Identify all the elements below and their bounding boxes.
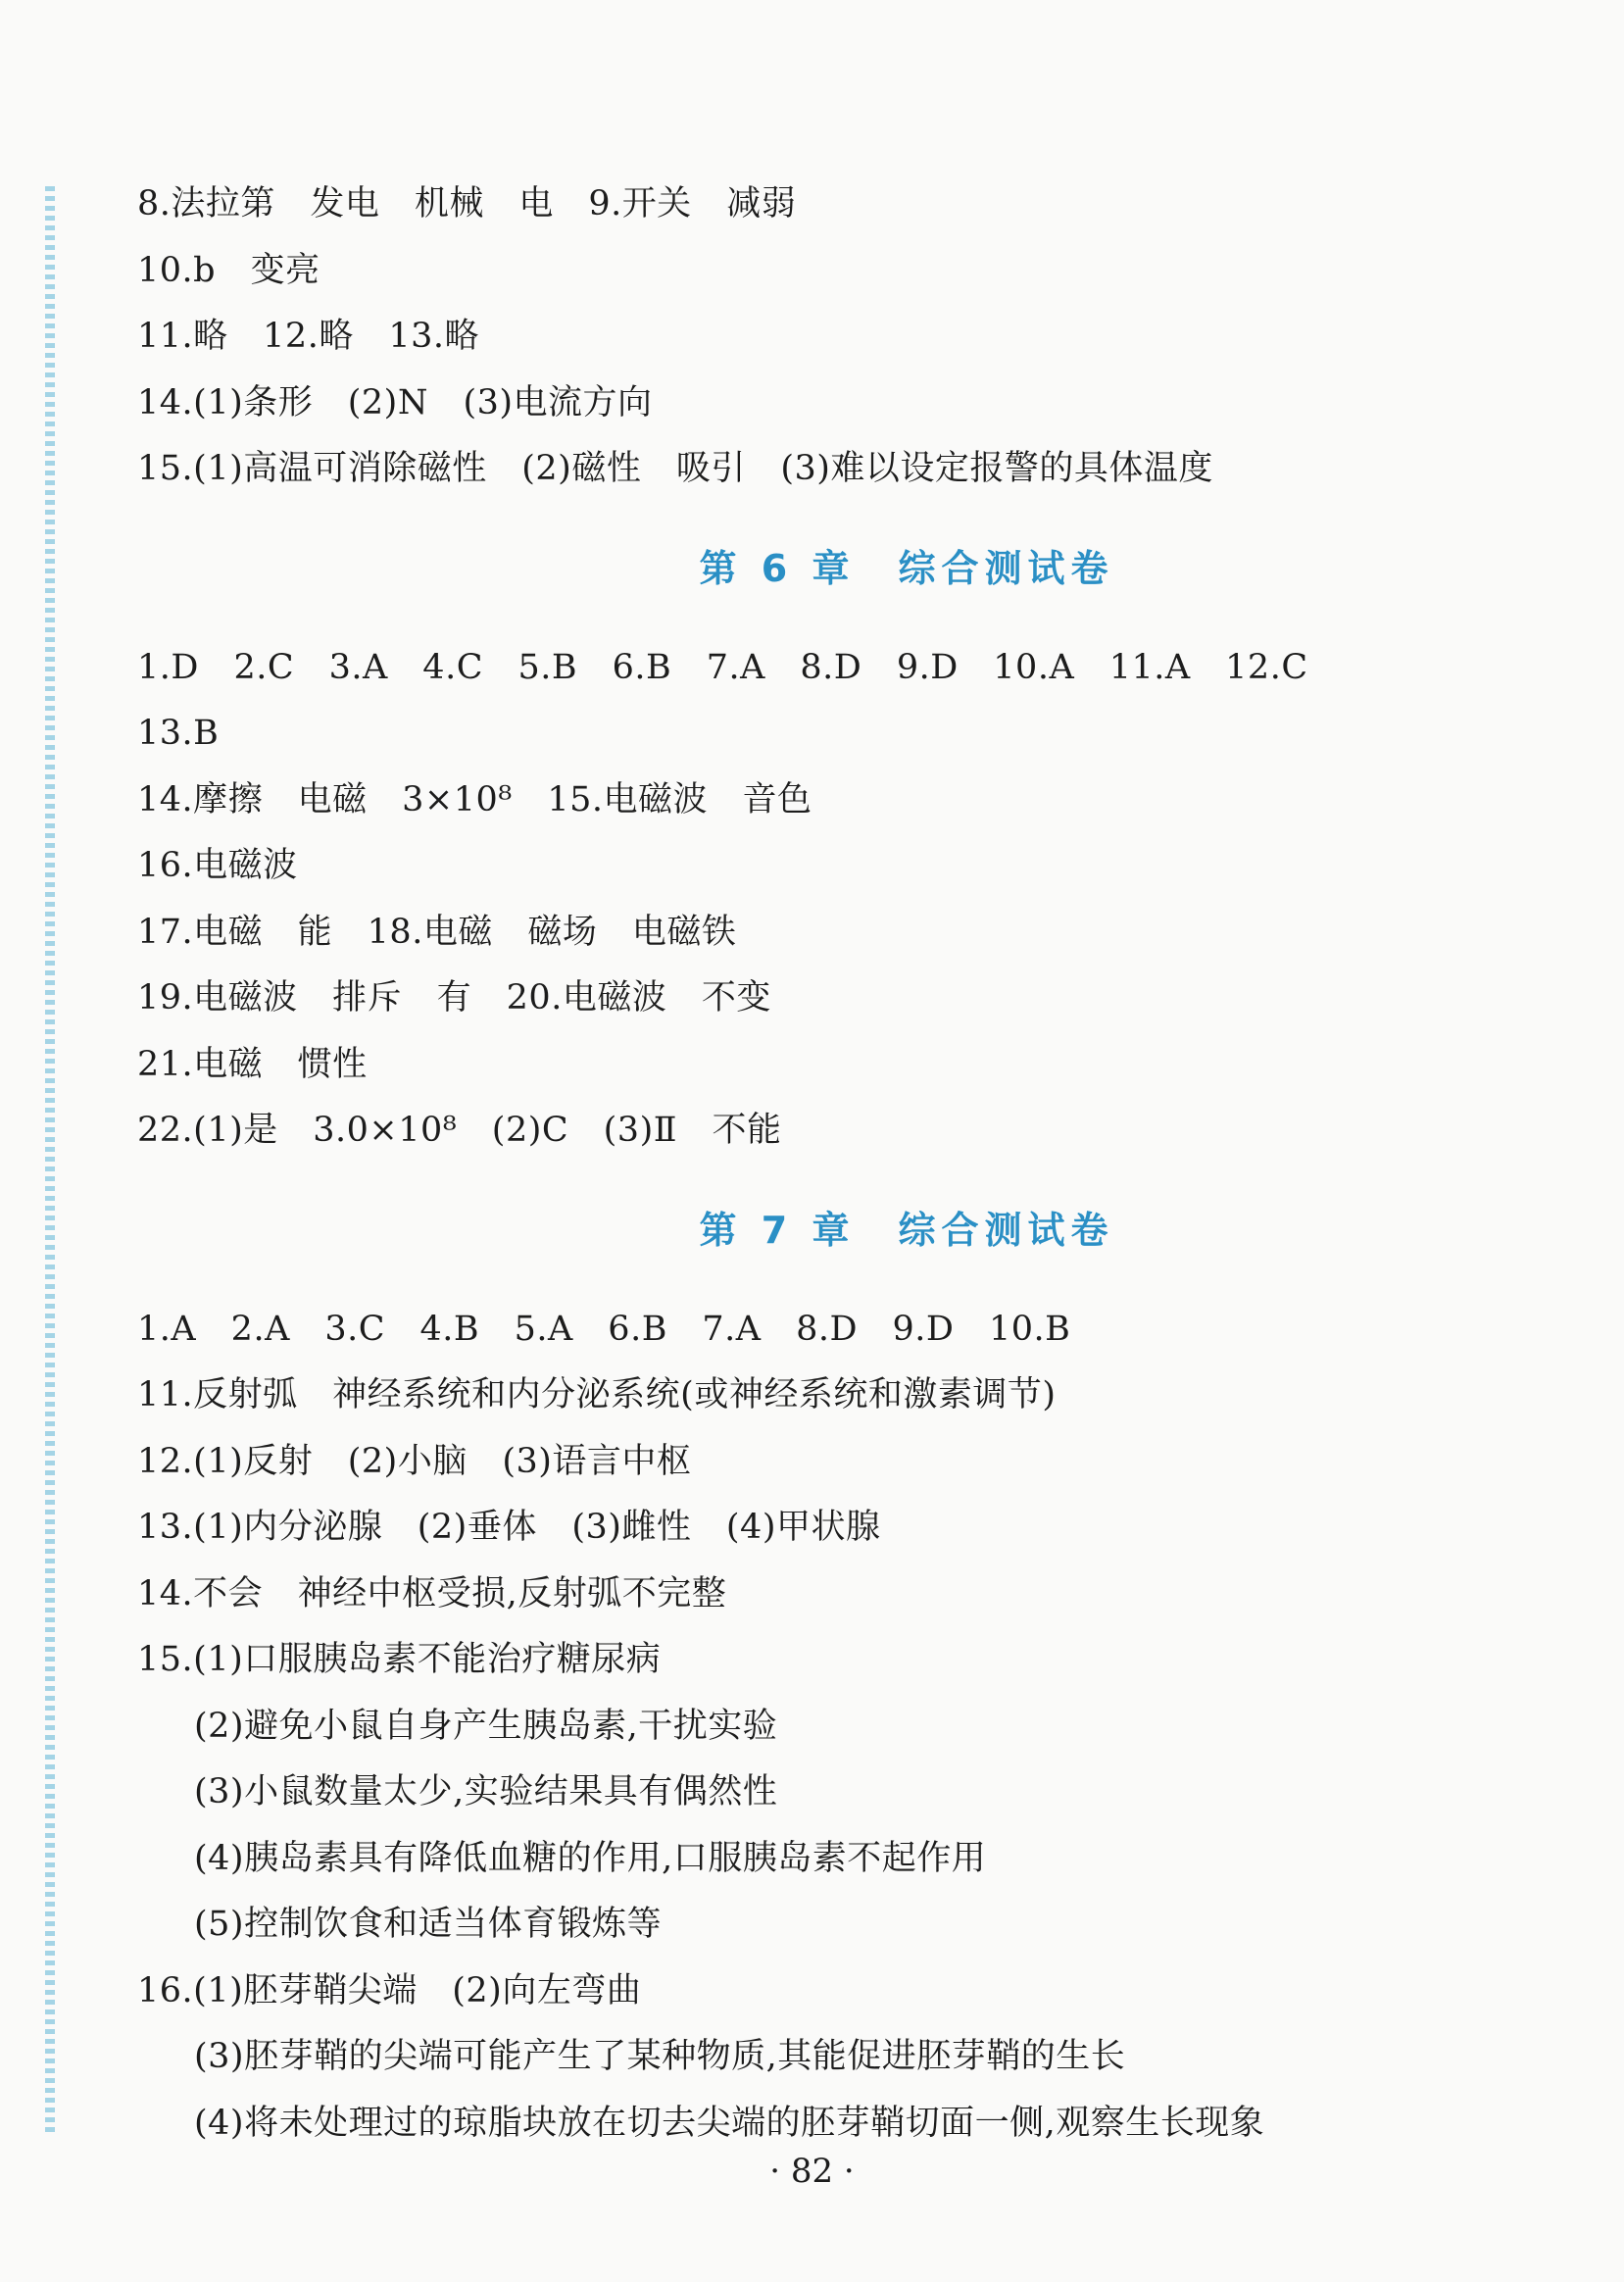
answer-line: 1.D 2.C 3.A 4.C 5.B 6.B 7.A 8.D 9.D 10.A 11.A 12.C [137, 647, 1308, 687]
answer-line: 21.电磁 惯性 [137, 1044, 368, 1084]
answer-content [137, 172, 1529, 2157]
answer-subline: (3)胚芽鞘的尖端可能产生了某种物质,其能促进胚芽鞘的生长 [194, 2037, 1126, 2076]
answer-line: 16.电磁波 [137, 846, 298, 885]
answer-line: 14.不会 神经中枢受损,反射弧不完整 [137, 1573, 727, 1613]
answer-subline: (2)避免小鼠自身产生胰岛素,干扰实验 [194, 1706, 778, 1746]
answer-line: 11.反射弧 神经系统和内分泌系统(或神经系统和激素调节) [137, 1375, 1057, 1414]
answer-line: 13.B [137, 714, 220, 753]
answer-line: 14.摩擦 电磁 3×10⁸ 15.电磁波 音色 [137, 779, 812, 819]
answer-line: 1.A 2.A 3.C 4.B 5.A 6.B 7.A 8.D 9.D 10.B [137, 1309, 1071, 1349]
answer-line: 19.电磁波 排斥 有 20.电磁波 不变 [137, 978, 771, 1017]
answer-line: 8.法拉第 发电 机械 电 9.开关 减弱 [137, 184, 797, 223]
answer-subline: (5)控制饮食和适当体育锻炼等 [194, 1905, 663, 1944]
page-number: · 82 · [769, 2152, 855, 2191]
answer-subline: (4)将未处理过的琼脂块放在切去尖端的胚芽鞘切面一侧,观察生长现象 [194, 2103, 1265, 2143]
answer-line: 11.略 12.略 13.略 [137, 317, 479, 356]
answer-line: 12.(1)反射 (2)小脑 (3)语言中枢 [137, 1441, 692, 1481]
answer-line: 16.(1)胚芽鞘尖端 (2)向左弯曲 [137, 1970, 642, 2010]
answer-line: 15.(1)高温可消除磁性 (2)磁性 吸引 (3)难以设定报警的具体温度 [137, 449, 1213, 488]
chapter-heading: 第 7 章 综合测试卷 [699, 1208, 1114, 1252]
answer-line: 13.(1)内分泌腺 (2)垂体 (3)雌性 (4)甲状腺 [137, 1508, 881, 1547]
chapter-heading: 第 6 章 综合测试卷 [699, 546, 1114, 590]
answer-line: 14.(1)条形 (2)N (3)电流方向 [137, 382, 653, 422]
answer-subline: (3)小鼠数量太少,实验结果具有偶然性 [194, 1772, 778, 1811]
answer-line: 15.(1)口服胰岛素不能治疗糖尿病 [137, 1640, 662, 1679]
answer-line: 10.b 变亮 [137, 250, 320, 290]
margin-wavy-line [45, 186, 55, 2137]
answer-line: 22.(1)是 3.0×10⁸ (2)C (3)Ⅱ 不能 [137, 1111, 782, 1150]
answer-line: 17.电磁 能 18.电磁 磁场 电磁铁 [137, 912, 737, 952]
answer-subline: (4)胰岛素具有降低血糖的作用,口服胰岛素不起作用 [194, 1838, 987, 1878]
